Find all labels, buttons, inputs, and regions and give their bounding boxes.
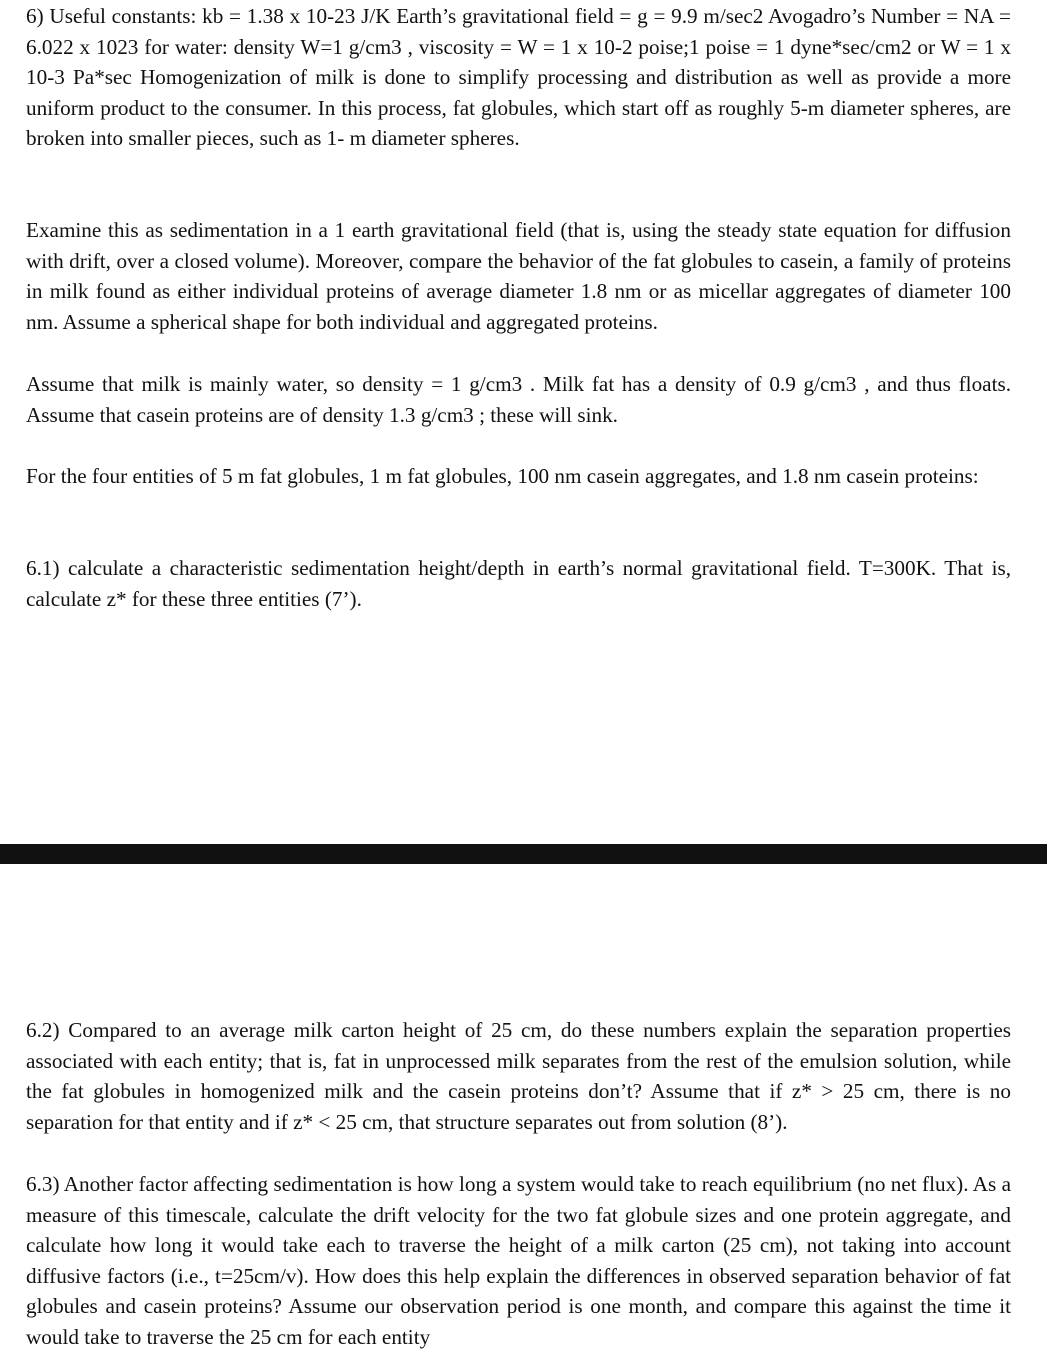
assumptions-paragraph: Assume that milk is mainly water, so density = 1 g/cm3 . Milk fat has a density of 0.9 g/cm3 , and thus floats. Assume that casein proteins are of density 1.3 g/cm3 ; these will sink. (26, 372, 1011, 427)
intro-paragraph: 6) Useful constants: kb = 1.38 x 10-23 J/K Earth’s gravitational field = g = 9.9 m/sec2 Avogadro’s Number = NA = 6.022 x 1023 for water: density W=1 g/cm3 , viscosity = W = 1 x 10-2 poise;1 poise = 1 dyne*sec/cm2 or W = 1 x 10-3 Pa*sec Homogenization of milk is done to simplify processing and distribution as well as provide a more uniform product to the consumer. In this process, fat globules, which start off as roughly 5-m diameter spheres, are broken into smaller pieces, such as 1- m diameter spheres. (26, 4, 1011, 151)
black-divider-bar (0, 844, 1047, 864)
question-6-3: 6.3) Another factor affecting sedimentation is how long a system would take to reach equilibrium (no net flux). As a measure of this timescale, calculate the drift velocity for the two fat globule sizes and one protein aggregate, and calculate how long it would take each to traverse the height of a milk carton (25 cm), not taking into account diffusive factors (i.e., t=25cm/v). How does this help explain the differences in observed separation behavior of fat globules and casein proteins? Assume our observation period is one month, and compare this against the time it would take to traverse the 25 cm for each entity (26, 1172, 1011, 1349)
entities-paragraph: For the four entities of 5 m fat globules, 1 m fat globules, 100 nm casein aggregates, and 1.8 nm casein proteins: (26, 464, 979, 488)
examine-paragraph: Examine this as sedimentation in a 1 earth gravitational field (that is, using the steady state equation for diffusion with drift, over a closed volume). Moreover, compare the behavior of the fat globules to casein, a family of proteins in milk found as either individual proteins of average diameter 1.8 nm or as micellar aggregates of diameter 100 nm. Assume a spherical shape for both individual and aggregated proteins. (26, 218, 1011, 334)
question-6-1: 6.1) calculate a characteristic sedimentation height/depth in earth’s normal gravitational field. T=300K. That is, calculate z* for these three entities (7’). (26, 556, 1011, 611)
question-6-2: 6.2) Compared to an average milk carton height of 25 cm, do these numbers explain the separation properties associated with each entity; that is, fat in unprocessed milk separates from the rest of the emulsion solution, while the fat globules in homogenized milk and the casein proteins don’t? Assume that if z* > 25 cm, there is no separation for that entity and if z* < 25 cm, that structure separates out from solution (8’). (26, 1018, 1011, 1134)
